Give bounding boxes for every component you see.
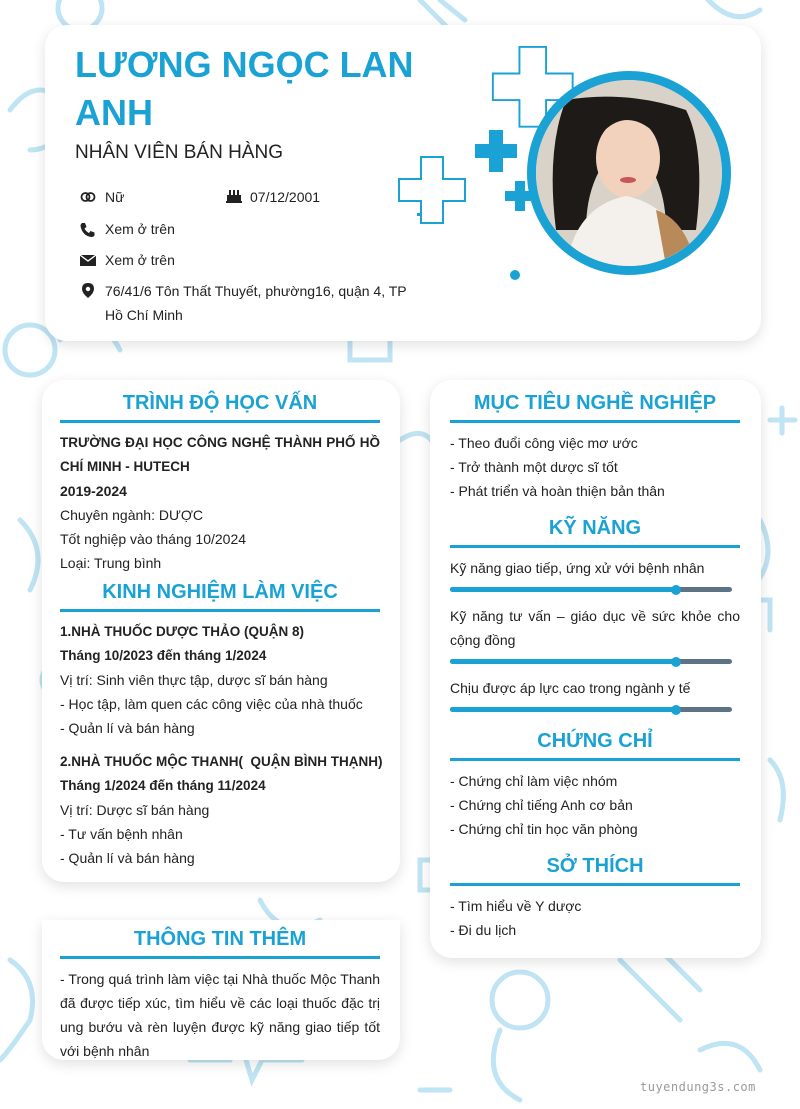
hobby-item: - Tìm hiểu về Y dược <box>450 898 582 914</box>
section-divider <box>60 420 380 423</box>
job-company: 2.NHÀ THUỐC MỘC THANH( QUẬN BÌNH THẠNH) <box>60 754 383 769</box>
skill-bar <box>450 659 732 664</box>
experience-heading: KINH NGHIỆM LÀM VIỆC <box>102 581 338 603</box>
location-icon <box>79 282 97 300</box>
gender-value: Nữ <box>105 189 125 205</box>
skill-bar-knob <box>671 585 681 595</box>
objective-item: - Theo đuổi công việc mơ ước <box>450 435 638 451</box>
section-divider <box>450 420 740 423</box>
section-divider <box>450 758 740 761</box>
phone-value: Xem ở trên <box>105 221 175 237</box>
job-position: Vị trí: Dược sĩ bán hàng <box>60 802 210 818</box>
job-company: 1.NHÀ THUỐC DƯỢC THẢO (QUẬN 8) <box>60 624 304 639</box>
education-major: Chuyên ngành: DƯỢC <box>60 507 204 523</box>
education-heading: TRÌNH ĐỘ HỌC VẤN <box>122 392 318 414</box>
skill-bar-fill <box>450 587 676 592</box>
job-task: - Tư vấn bệnh nhân <box>60 826 183 842</box>
job-title: NHÂN VIÊN BÁN HÀNG <box>75 142 283 163</box>
skill-bar <box>450 587 732 592</box>
cake-icon <box>225 186 243 204</box>
job-entry <box>60 750 383 870</box>
objective-item: - Trở thành một dược sĩ tốt <box>450 459 618 475</box>
phone-icon <box>79 221 97 239</box>
certificates-heading: CHỨNG CHỈ <box>537 730 653 752</box>
objective-heading: MỤC TIÊU NGHỀ NGHIỆP <box>473 392 717 414</box>
objective-skills-card <box>430 380 761 958</box>
extra-info-card <box>42 920 400 1060</box>
section-divider <box>450 545 740 548</box>
skill-bar-fill <box>450 659 676 664</box>
skill-bar-fill <box>450 707 676 712</box>
skill-bar <box>450 707 732 712</box>
avatar <box>536 80 722 266</box>
extra-info-text: - Trong quá trình làm việc tại Nhà thuốc Mộc Thanh đã được tiếp xúc, tìm hiểu về các loại thuốc đặc trị ung bướu và rèn luyện được kỹ năng giao tiếp tốt với bệnh nhân <box>60 971 380 1059</box>
extra-info-heading: THÔNG TIN THÊM <box>133 928 307 950</box>
address-value: 76/41/6 Tôn Thất Thuyết, phường16, quận 4, TP Hồ Chí Minh <box>105 283 407 323</box>
education-grade: Loại: Trung bình <box>60 555 162 571</box>
job-period: Tháng 10/2023 đến tháng 1/2024 <box>60 648 267 663</box>
job-period: Tháng 1/2024 đến tháng 11/2024 <box>60 778 266 793</box>
mail-icon <box>79 251 97 269</box>
education-years: 2019-2024 <box>60 483 127 499</box>
brand-watermark: tuyendung3s.com <box>640 1080 756 1094</box>
certificate-item: - Chứng chỉ làm việc nhóm <box>450 773 618 789</box>
school-name: TRƯỜNG ĐẠI HỌC CÔNG NGHỆ THÀNH PHỐ HỒ CHÍ MINH - HUTECH <box>60 435 380 474</box>
birthday-value: 07/12/2001 <box>250 189 321 205</box>
hobby-item: - Đi du lịch <box>450 922 517 938</box>
job-task: - Học tập, làm quen các công việc của nhà thuốc <box>60 696 363 712</box>
education-graduated: Tốt nghiệp vào tháng 10/2024 <box>60 531 247 547</box>
job-task: - Quản lí và bán hàng <box>60 720 195 736</box>
candidate-name: LƯƠNG NGỌC LAN ANH <box>75 44 414 133</box>
section-divider <box>60 956 380 959</box>
job-task: - Quản lí và bán hàng <box>60 850 195 866</box>
gender-icon <box>79 188 97 206</box>
certificate-item: - Chứng chỉ tin học văn phòng <box>450 821 638 837</box>
hobbies-heading: SỞ THÍCH <box>546 855 644 877</box>
profile-header-card <box>45 25 761 341</box>
skills-heading: KỸ NĂNG <box>548 517 642 539</box>
skill-bar-knob <box>671 657 681 667</box>
skill-label: Chịu được áp lực cao trong ngành y tế <box>450 680 691 696</box>
skill-bar-knob <box>671 705 681 715</box>
skill-label: Kỹ năng giao tiếp, ứng xử với bệnh nhân <box>450 560 705 576</box>
job-entry <box>60 620 380 740</box>
education-experience-card <box>42 380 400 882</box>
email-value: Xem ở trên <box>105 252 175 268</box>
section-divider <box>60 609 380 612</box>
section-divider <box>450 883 740 886</box>
skill-label: Kỹ năng tư vấn – giáo dục về sức khỏe cho cộng đồng <box>450 608 740 648</box>
objective-item: - Phát triển và hoàn thiện bản thân <box>450 483 665 499</box>
job-position: Vị trí: Sinh viên thực tập, dược sĩ bán hàng <box>60 672 328 688</box>
certificate-item: - Chứng chỉ tiếng Anh cơ bản <box>450 797 633 813</box>
